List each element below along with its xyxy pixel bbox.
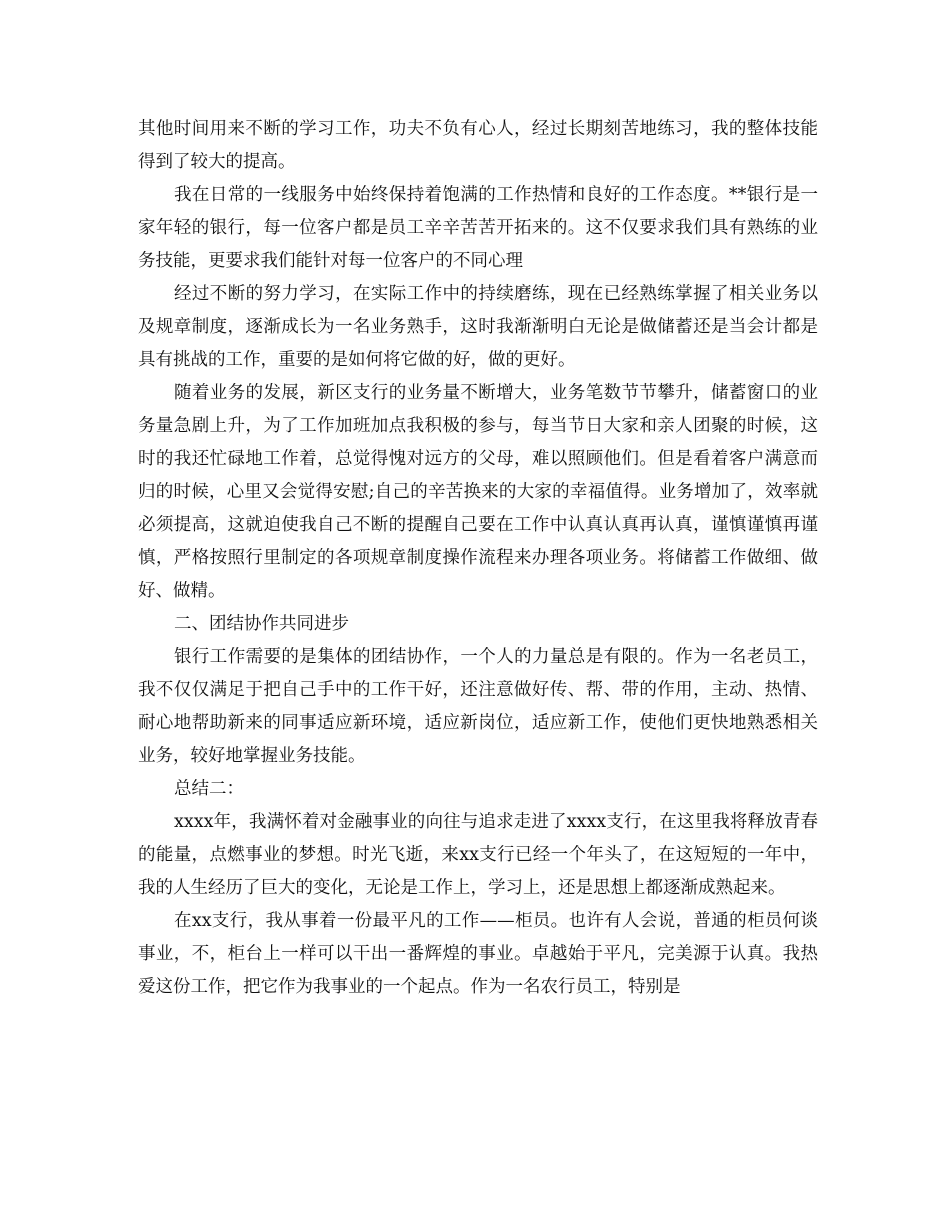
section-heading-teamwork: 二、团结协作共同进步 bbox=[174, 614, 349, 634]
document-body bbox=[138, 113, 818, 1004]
paragraph-1: 其他时间用来不断的学习工作，功夫不负有心人，经过长期刻苦地练习，我的整体技能得到了较大的提高。 bbox=[138, 119, 818, 172]
paragraph-6: xxxx年，我满怀着对金融事业的向往与追求走进了xxxx支行，在这里我将释放青春的能量，点燃事业的梦想。时光飞逝，来xx支行已经一个年头了，在这短短的一年中，我的人生经历了巨大的变化，无论是工作上，学习上，还是思想上都逐渐成熟起来。 bbox=[138, 812, 818, 898]
paragraph-5: 银行工作需要的是集体的团结协作，一个人的力量总是有限的。作为一名老员工，我不仅仅满足于把自己手中的工作干好，还注意做好传、帮、带的作用，主动、热情、耐心地帮助新来的同事适应新环境，适应新岗位，适应新工作，使他们更快地熟悉相关业务，较好地掌握业务技能。 bbox=[138, 647, 818, 766]
paragraph-3: 经过不断的努力学习，在实际工作中的持续磨练，现在已经熟练掌握了相关业务以及规章制度，逐渐成长为一名业务熟手，这时我渐渐明白无论是做储蓄还是当会计都是具有挑战的工作，重要的是如何将它做的好，做的更好。 bbox=[138, 284, 818, 370]
paragraph-2: 我在日常的一线服务中始终保持着饱满的工作热情和良好的工作态度。**银行是一家年轻的银行，每一位客户都是员工辛辛苦苦开拓来的。这不仅要求我们具有熟练的业务技能，更要求我们能针对每一位客户的不同心理 bbox=[138, 185, 818, 271]
paragraph-7: 在xx支行，我从事着一份最平凡的工作——柜员。也许有人会说，普通的柜员何谈事业，不，柜台上一样可以干出一番辉煌的事业。卓越始于平凡，完美源于认真。我热爱这份工作，把它作为我事业的一个起点。作为一名农行员工，特别是 bbox=[138, 911, 818, 997]
paragraph-4: 随着业务的发展，新区支行的业务量不断增大，业务笔数节节攀升，储蓄窗口的业务量急剧上升，为了工作加班加点我积极的参与，每当节日大家和亲人团聚的时候，这时的我还忙碌地工作着，总觉得愧对远方的父母，难以照顾他们。但是看着客户满意而归的时候，心里又会觉得安慰;自己的辛苦换来的大家的幸福值得。业务增加了，效率就必须提高，这就迫使我自己不断的提醒自己要在工作中认真认真再认真，谨慎谨慎再谨慎，严格按照行里制定的各项规章制度操作流程来办理各项业务。将储蓄工作做细、做好、做精。 bbox=[138, 383, 818, 601]
section-heading-summary-two: 总结二： bbox=[174, 779, 244, 799]
